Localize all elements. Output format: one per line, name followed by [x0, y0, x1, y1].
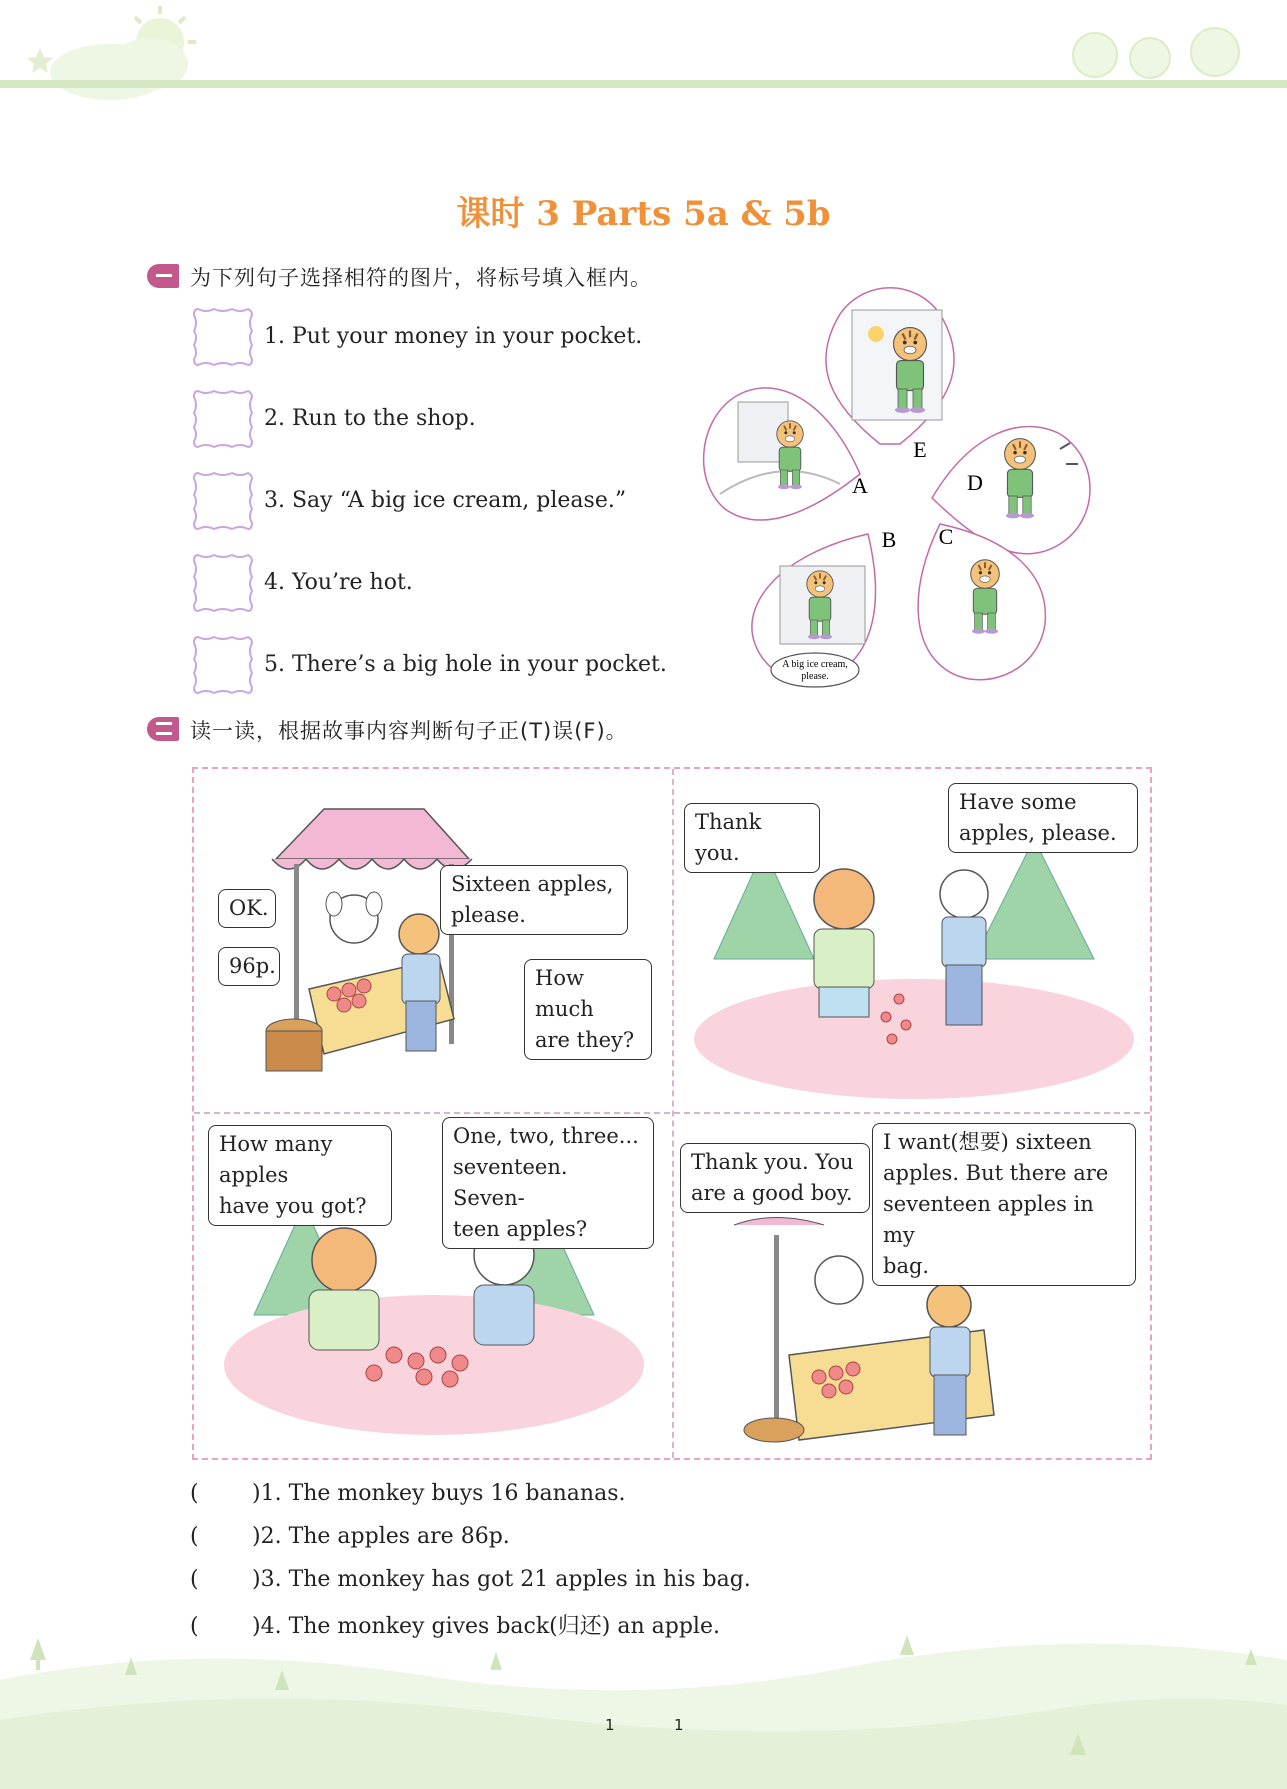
answer-box-1[interactable] — [192, 307, 254, 367]
open-paren-2: ( — [190, 1524, 199, 1549]
comic-panel-3 — [194, 1115, 671, 1458]
sentence-2: 2. Run to the shop. — [264, 406, 476, 431]
bubble-counting-line-1: One, two, three... — [453, 1124, 639, 1148]
answer-blank-2[interactable] — [190, 1524, 252, 1549]
bubble-how-much — [524, 959, 652, 1060]
bubble-sixteen-apples-line-2: please. — [451, 903, 526, 927]
bubble-ok: OK. — [218, 889, 276, 928]
bubble-sixteen-apples-line-1: Sixteen apples, — [451, 872, 614, 896]
picture-label-b: B — [881, 527, 897, 552]
bubble-good-boy — [680, 1143, 870, 1213]
statement-row-3 — [190, 1567, 751, 1592]
section-one-instruction: 为下列句子选择相符的图片，将标号填入框内。 — [190, 266, 652, 290]
answer-blank-1[interactable] — [190, 1481, 252, 1506]
bubble-thank-you: Thank you. — [684, 803, 820, 873]
bubble-how-much-line-2: are they? — [535, 1028, 635, 1052]
picture-a — [704, 388, 860, 520]
comic-panel-2 — [674, 769, 1150, 1111]
sentence-5: 5. There’s a big hole in your pocket. — [264, 652, 667, 677]
picture-label-c: C — [938, 524, 954, 549]
bubble-how-many-line-2: have you got? — [219, 1194, 367, 1218]
bubble-i-want-line-1: I want(想要) sixteen — [883, 1130, 1092, 1154]
bubble-counting-line-2: seventeen. Seven- — [453, 1155, 568, 1210]
bubble-have-some-line-2: apples, please. — [959, 821, 1117, 845]
statement-row-2 — [190, 1524, 510, 1549]
bubble-i-want-line-2: apples. But there are — [883, 1161, 1109, 1185]
statement-4: 4. The monkey gives back(归还) an apple. — [260, 1614, 720, 1639]
statement-1: 1. The monkey buys 16 bananas. — [260, 1481, 626, 1506]
picture-e — [826, 288, 954, 444]
comic-divider-horizontal — [194, 1112, 1150, 1114]
animal-faces-icon — [1073, 28, 1239, 78]
answer-box-4[interactable] — [192, 553, 254, 613]
sentence-1: 1. Put your money in your pocket. — [264, 324, 643, 349]
bubble-i-want-sixteen — [872, 1123, 1136, 1286]
bubble-i-want-line-4: bag. — [883, 1254, 930, 1278]
section-one-badge — [147, 264, 179, 288]
bubble-have-some-apples — [948, 783, 1138, 853]
star-icon — [27, 48, 53, 73]
section-two-instruction: 读一读，根据故事内容判断句子正(T)误(F)。 — [190, 719, 628, 743]
bubble-how-many-line-1: How many apples — [219, 1132, 333, 1187]
picture-b-bubble-text-2: please. — [801, 671, 829, 682]
bubble-i-want-line-3: seventeen apples in my — [883, 1192, 1094, 1247]
bubble-sixteen-apples — [440, 865, 628, 935]
lesson-title: 课时 3 Parts 5a & 5b — [456, 194, 831, 234]
statement-3: 3. The monkey has got 21 apples in his bag. — [260, 1567, 751, 1592]
footer-hills-decoration — [0, 1620, 1287, 1789]
open-paren-1: ( — [190, 1481, 199, 1506]
close-paren-4: ) — [252, 1614, 261, 1639]
bubble-have-some-line-1: Have some — [959, 790, 1077, 814]
header-line — [0, 80, 1287, 88]
comic-panel-1 — [194, 769, 671, 1111]
picture-label-d: D — [967, 470, 983, 495]
answer-box-2[interactable] — [192, 389, 254, 449]
open-paren-3: ( — [190, 1567, 199, 1592]
picture-label-e: E — [913, 437, 927, 462]
sentence-3: 3. Say “A big ice cream, please.” — [264, 488, 627, 513]
picture-b-bubble-text-1: A big ice cream, — [782, 659, 848, 670]
answer-box-3[interactable] — [192, 471, 254, 531]
bubble-how-much-line-1: How much — [535, 966, 594, 1021]
statement-row-1 — [190, 1481, 625, 1506]
statement-2: 2. The apples are 86p. — [260, 1524, 510, 1549]
page-number-left: 1 — [605, 1716, 615, 1734]
answer-box-5[interactable] — [192, 635, 254, 695]
comic-story — [192, 767, 1152, 1460]
bubble-counting-line-3: teen apples? — [453, 1217, 588, 1241]
answer-blank-3[interactable] — [190, 1567, 252, 1592]
close-paren-1: ) — [252, 1481, 261, 1506]
close-paren-3: ) — [252, 1567, 261, 1592]
bubble-good-boy-line-2: are a good boy. — [691, 1181, 853, 1205]
comic-panel-4 — [674, 1115, 1150, 1458]
open-paren-4: ( — [190, 1614, 199, 1639]
picture-b — [752, 534, 876, 687]
bubble-how-many-apples — [208, 1125, 392, 1226]
bubble-price: 96p. — [218, 947, 280, 986]
header-decoration — [0, 0, 1287, 110]
flower-pictures — [700, 284, 1140, 704]
section-two-badge — [147, 717, 179, 741]
sentence-4: 4. You’re hot. — [264, 570, 413, 595]
bubble-good-boy-line-1: Thank you. You — [691, 1150, 854, 1174]
close-paren-2: ) — [252, 1524, 261, 1549]
page-number-right: 1 — [674, 1716, 684, 1734]
picture-label-a: A — [852, 473, 868, 498]
bubble-counting — [442, 1117, 654, 1249]
